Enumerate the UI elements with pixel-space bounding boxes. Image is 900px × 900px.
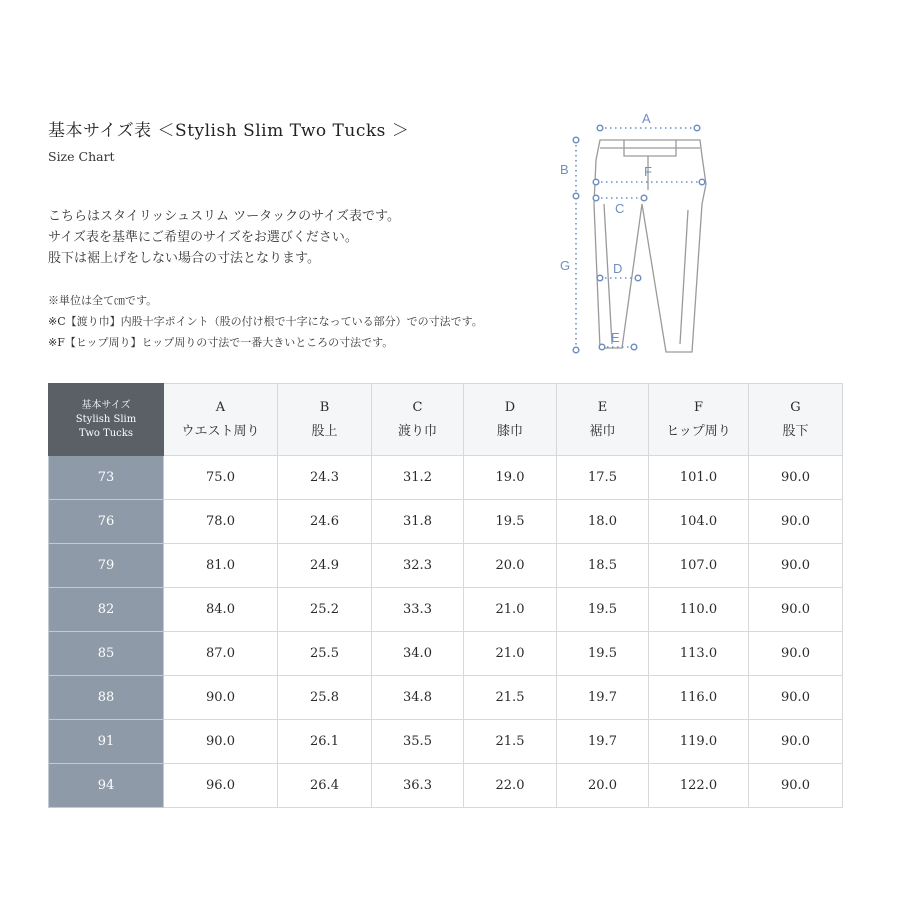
description-line: サイズ表を基準にご希望のサイズをお選びください。 [48, 230, 358, 245]
table-row [49, 456, 843, 500]
value-cell: 19.5 [557, 632, 649, 676]
table-row [49, 544, 843, 588]
table-header-row [49, 384, 843, 456]
column-label: 膝巾 [496, 423, 523, 439]
value-cell: 90.0 [749, 588, 843, 632]
table-row [49, 676, 843, 720]
diagram-label-f: F [644, 164, 652, 179]
value-cell: 90.0 [749, 632, 843, 676]
size-cell: 82 [49, 588, 164, 632]
column-label: 股下 [782, 423, 809, 439]
diagram-label-d: D [613, 261, 623, 276]
value-cell: 119.0 [649, 720, 749, 764]
note-line: ※単位は全て㎝です。 [48, 294, 158, 307]
value-cell: 78.0 [164, 500, 278, 544]
column-letter: D [504, 399, 516, 415]
column-label: 裾巾 [589, 423, 616, 439]
size-cell: 73 [49, 456, 164, 500]
value-cell: 21.5 [464, 676, 557, 720]
note-line: ※C【渡り巾】内股十字ポイント（股の付け根で十字になっている部分）での寸法です。 [48, 315, 483, 328]
column-label: ヒップ周り [666, 423, 731, 439]
value-cell: 116.0 [649, 676, 749, 720]
value-cell: 26.4 [278, 764, 372, 808]
table-row [49, 500, 843, 544]
value-cell: 90.0 [749, 456, 843, 500]
size-cell: 76 [49, 500, 164, 544]
value-cell: 21.0 [464, 632, 557, 676]
table-row [49, 588, 843, 632]
value-cell: 25.8 [278, 676, 372, 720]
value-cell: 18.0 [557, 500, 649, 544]
value-cell: 19.5 [557, 588, 649, 632]
value-cell: 22.0 [464, 764, 557, 808]
column-label: ウエスト周り [181, 423, 260, 439]
size-cell: 85 [49, 632, 164, 676]
page-subtitle: Size Chart [48, 149, 115, 164]
value-cell: 107.0 [649, 544, 749, 588]
description [48, 206, 400, 269]
description-line: こちらはスタイリッシュスリム ツータックのサイズ表です。 [48, 209, 401, 224]
value-cell: 20.0 [557, 764, 649, 808]
value-cell: 122.0 [649, 764, 749, 808]
column-letter: F [693, 399, 704, 415]
value-cell: 90.0 [749, 676, 843, 720]
column-label: 渡り巾 [397, 423, 437, 439]
column-letter: E [597, 399, 608, 415]
value-cell: 18.5 [557, 544, 649, 588]
value-cell: 113.0 [649, 632, 749, 676]
table-corner-cell [49, 384, 164, 456]
value-cell: 25.5 [278, 632, 372, 676]
column-letter: A [215, 399, 226, 415]
value-cell: 90.0 [749, 720, 843, 764]
size-table [48, 383, 843, 808]
value-cell: 26.1 [278, 720, 372, 764]
column-letter: B [319, 399, 330, 415]
value-cell: 20.0 [464, 544, 557, 588]
notes [48, 290, 483, 353]
value-cell: 101.0 [649, 456, 749, 500]
value-cell: 19.5 [464, 500, 557, 544]
measurement-points [573, 125, 705, 353]
diagram-label-b: B [560, 162, 569, 177]
diagram-label-c: C [615, 201, 625, 216]
trousers-diagram [552, 104, 722, 360]
value-cell: 90.0 [749, 500, 843, 544]
value-cell: 19.7 [557, 720, 649, 764]
description-line: 股下は裾上げをしない場合の寸法となります。 [48, 251, 320, 266]
value-cell: 19.7 [557, 676, 649, 720]
value-cell: 24.3 [278, 456, 372, 500]
value-cell: 110.0 [649, 588, 749, 632]
column-header-a [164, 384, 278, 456]
diagram-label-g: G [560, 258, 571, 273]
value-cell: 21.0 [464, 588, 557, 632]
diagram-label-e: E [611, 330, 620, 345]
table-row [49, 720, 843, 764]
value-cell: 19.0 [464, 456, 557, 500]
column-label: 股上 [311, 423, 338, 439]
column-header-f [649, 384, 749, 456]
value-cell: 31.8 [372, 500, 464, 544]
corner-line: 基本サイズ [81, 399, 131, 411]
value-cell: 90.0 [164, 720, 278, 764]
column-header-e [557, 384, 649, 456]
corner-line: Stylish Slim [75, 413, 137, 425]
value-cell: 75.0 [164, 456, 278, 500]
column-header-d [464, 384, 557, 456]
value-cell: 33.3 [372, 588, 464, 632]
value-cell: 25.2 [278, 588, 372, 632]
diagram-label-a: A [642, 111, 651, 126]
table-row [49, 764, 843, 808]
table-row [49, 632, 843, 676]
value-cell: 34.8 [372, 676, 464, 720]
column-header-b [278, 384, 372, 456]
value-cell: 24.9 [278, 544, 372, 588]
value-cell: 81.0 [164, 544, 278, 588]
size-cell: 88 [49, 676, 164, 720]
note-line: ※F【ヒップ周り】ヒップ周りの寸法で一番大きいところの寸法です。 [48, 336, 394, 349]
size-cell: 91 [49, 720, 164, 764]
value-cell: 21.5 [464, 720, 557, 764]
value-cell: 34.0 [372, 632, 464, 676]
column-letter: C [412, 399, 423, 415]
value-cell: 31.2 [372, 456, 464, 500]
value-cell: 96.0 [164, 764, 278, 808]
value-cell: 35.5 [372, 720, 464, 764]
value-cell: 90.0 [164, 676, 278, 720]
page-title: 基本サイズ表 ＜Stylish Slim Two Tucks ＞ [48, 121, 410, 141]
value-cell: 17.5 [557, 456, 649, 500]
column-letter: G [790, 399, 801, 415]
value-cell: 32.3 [372, 544, 464, 588]
column-header-g [749, 384, 843, 456]
corner-line: Two Tucks [79, 427, 133, 439]
value-cell: 36.3 [372, 764, 464, 808]
column-header-c [372, 384, 464, 456]
size-cell: 94 [49, 764, 164, 808]
value-cell: 90.0 [749, 764, 843, 808]
size-cell: 79 [49, 544, 164, 588]
value-cell: 84.0 [164, 588, 278, 632]
value-cell: 104.0 [649, 500, 749, 544]
value-cell: 87.0 [164, 632, 278, 676]
value-cell: 24.6 [278, 500, 372, 544]
value-cell: 90.0 [749, 544, 843, 588]
